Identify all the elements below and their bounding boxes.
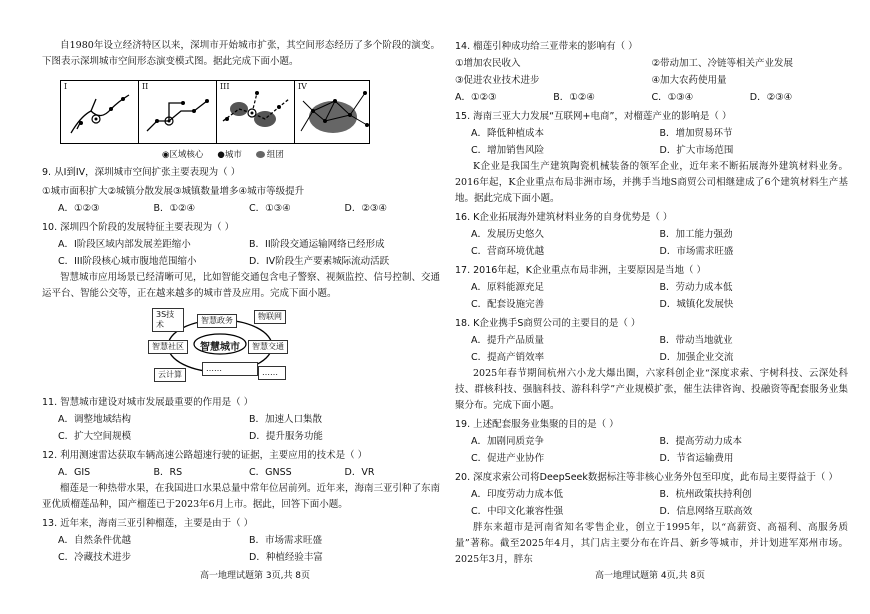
option-a[interactable]: A．降低种植成本 [471,128,544,139]
question-20: 20. 深度求索公司将DeepSeek数据标注等非核心业务外包至印度，此布局主要得益于（ ） [455,472,838,483]
right-column [455,38,848,568]
option-a[interactable]: A．印度劳动力成本低 [471,489,563,500]
question-10: 10. 深圳四个阶段的发展特征主要表现为（ ） [42,222,235,233]
option-c[interactable]: C．中印文化兼容性强 [471,506,564,517]
option-d[interactable]: D．②③④ [749,92,793,103]
option-d[interactable]: D．IV阶段生产要素城际流动活跃 [249,256,390,267]
node-smart-community: 智慧社区 [148,340,188,354]
option-d[interactable]: D．节省运输费用 [659,453,734,464]
question-11-options-2 [42,428,440,445]
question-13-options-1 [42,532,440,549]
question-11-options-1 [42,411,440,428]
node-smart-transport: 智慧交通 [248,340,288,354]
node-smart-government: 智慧政务 [197,314,237,328]
question-19: 19. 上述配套服务业集聚的目的是（ ） [455,419,619,430]
option-b[interactable]: B．带动当地就业 [659,335,733,346]
figure-panel-3: III [217,81,295,143]
option-d[interactable]: D．VR [344,467,375,478]
option-d[interactable]: D．提升服务功能 [249,431,323,442]
question-14-options [455,89,848,106]
smart-city-figure [42,306,440,390]
question-14-items-1: ①增加农民收入 ②带动加工、冷链等相关产业发展 [455,58,794,69]
legend-city: ●城市 [217,150,242,160]
question-12: 12. 利用测速雷达获取车辆高速公路超速行驶的证据，主要应用的技术是（ ） [42,450,368,461]
option-b[interactable]: B．劳动力成本低 [659,282,733,293]
node-more-2: …… [258,366,286,380]
question-10-options-1 [42,236,440,253]
option-d[interactable]: D．城镇化发展快 [659,299,734,310]
stage-2-diagram [139,81,216,143]
option-a[interactable]: A．发展历史悠久 [471,229,544,240]
option-c[interactable]: C．提高产销效率 [471,352,545,363]
question-9-options [42,200,440,217]
legend-group: 组团 [256,148,284,160]
legend-core: ◉区域核心 [162,150,204,160]
option-b[interactable]: B．提高劳动力成本 [659,436,743,447]
intro-paragraph-k-company: K企业是我国生产建筑陶瓷机械装备的领军企业，近年来不断拓展海外建筑材料业务。2016年起，K企业重点布局非洲市场，并携手当地S商贸公司相继建成了6个建筑材料生产基地。据此完成下面小题。 [455,161,848,204]
option-a[interactable]: A．①②③ [58,203,100,214]
option-d[interactable]: D．加强企业交流 [659,352,734,363]
node-3s-tech: 3S技术 [152,308,184,332]
option-b[interactable]: B．增加贸易环节 [659,128,733,139]
option-b[interactable]: B．RS [153,467,183,478]
page-footer-right: 高一地理试题第 4页,共 8页 [595,571,706,581]
option-c[interactable]: C．①③④ [249,203,291,214]
page-footer-left: 高一地理试题第 3页,共 8页 [200,571,311,581]
option-c[interactable]: C．①③④ [651,92,694,103]
question-12-options [42,464,440,481]
question-13: 13. 近年来，海南三亚引种榴莲，主要是由于（ ） [42,518,254,529]
option-c[interactable]: C．配套设施完善 [471,299,545,310]
left-column [42,38,440,566]
option-b[interactable]: B．①②④ [153,203,196,214]
question-15: 15. 海南三亚大力发展“互联网+电商”，对榴莲产业的影响是（ ） [455,111,732,122]
option-d[interactable]: D．种植经验丰富 [249,552,323,563]
node-iot: 物联网 [254,310,286,324]
option-d[interactable]: D．②③④ [344,203,387,214]
question-18: 18. K企业携手S商贸公司的主要目的是（ ） [455,318,641,329]
figure-panel-2: II [139,81,217,143]
node-more-1: …… [202,362,258,376]
figure-legend [162,148,440,160]
city-form-figure [60,80,370,144]
option-c[interactable]: C．冷藏技术进步 [58,552,132,563]
question-9-items: ①城市面积扩大②城镇分散发展③城镇数量增多④城市等级提升 [42,186,305,197]
figure-panel-1: I [61,81,139,143]
figure-panel-4: IV [295,81,372,143]
option-b[interactable]: B．杭州政策扶持利创 [659,489,752,500]
option-a[interactable]: A．原料能源充足 [471,282,544,293]
option-b[interactable]: B．II阶段交通运输网络已经形成 [249,239,385,250]
option-a[interactable]: A．自然条件优越 [58,535,131,546]
option-d[interactable]: D．扩大市场范围 [659,145,734,156]
smart-city-center: 智慧城市 [200,342,240,353]
option-a[interactable]: A．①②③ [455,92,497,103]
question-11: 11. 智慧城市建设对城市发展最重要的作用是（ ） [42,397,254,408]
question-14: 14. 榴莲引种成功给三亚带来的影响有（ ） [455,41,638,52]
question-17: 17. 2016年起，K企业重点布局非洲，主要原因是当地（ ） [455,265,707,276]
intro-paragraph-durian: 榴莲是一种热带水果，在我国进口水果总量中常年位居前列。近年来，海南三亚引种了东南亚优质榴莲品种，国产榴莲已于2023年6月上市。据此，回答下面小题。 [42,483,441,510]
option-a[interactable]: A．加剧同质竞争 [471,436,544,447]
option-a[interactable]: A．调整地域结构 [58,414,131,425]
option-b[interactable]: B．加速人口集散 [249,414,323,425]
option-c[interactable]: C．增加销售风险 [471,145,545,156]
option-b[interactable]: B．加工能力强劲 [659,229,733,240]
node-cloud-computing: 云计算 [154,368,186,382]
intro-paragraph-hangzhou: 2025年春节期间杭州六小龙大爆出圈，六家科创企业“深度求索、宇树科技、云深处科技、群核科技、强脑科技、游科科学”产业规模扩张，催生法律咨询、投融资等配套服务业集聚分布。完成下面小题。 [455,368,848,411]
option-d[interactable]: D．信息网络互联高效 [659,506,753,517]
question-13-options-2 [42,549,440,566]
option-d[interactable]: D．市场需求旺盛 [659,246,734,257]
option-a[interactable]: A．I阶段区域内部发展差距缩小 [58,239,191,250]
option-c[interactable]: C．营商环境优越 [471,246,545,257]
intro-paragraph: 自1980年设立经济特区以来，深圳市开始城市扩张，其空间形态经历了多个阶段的演变。下图表示深圳城市空间形态演变模式图。据此完成下面小题。 [42,40,440,67]
question-10-options-2 [42,253,440,270]
option-a[interactable]: A．GIS [58,467,91,478]
option-b[interactable]: B．①②④ [553,92,595,103]
option-b[interactable]: B．市场需求旺盛 [249,535,323,546]
option-c[interactable]: C．促进产业协作 [471,453,545,464]
option-a[interactable]: A．提升产品质量 [471,335,544,346]
stage-1-diagram [61,81,138,143]
option-c[interactable]: C．GNSS [249,467,292,478]
intro-paragraph-smart-city: 智慧城市应用场景已经清晰可见，比如智能交通包含电子警察、视频监控、信号控制、交通运平台、智能公交等，正在越来越多的城市普及应用。完成下面小题。 [42,272,441,299]
option-c[interactable]: C．扩大空间规模 [58,431,132,442]
question-14-items-2: ③促进农业技术进步 ④加大农药使用量 [455,75,727,86]
smart-city-ellipse [42,306,440,390]
intro-paragraph-pangdonglai: 胖东来超市是河南省知名零售企业，创立于1995年，以“高薪资、高福利、高服务质量”著称。截至2025年4月，其门店主要分布在许昌、新乡等城市，并计划进军郑州市场。2025年3月，胖东 [455,522,848,565]
question-9: 9. 从I到IV，深圳城市空间扩张主要表现为（ ） [42,167,241,178]
question-16: 16. K企业拓展海外建筑材料业务的自身优势是（ ） [455,212,673,223]
option-c[interactable]: C．III阶段核心城市腹地范围缩小 [58,256,197,267]
